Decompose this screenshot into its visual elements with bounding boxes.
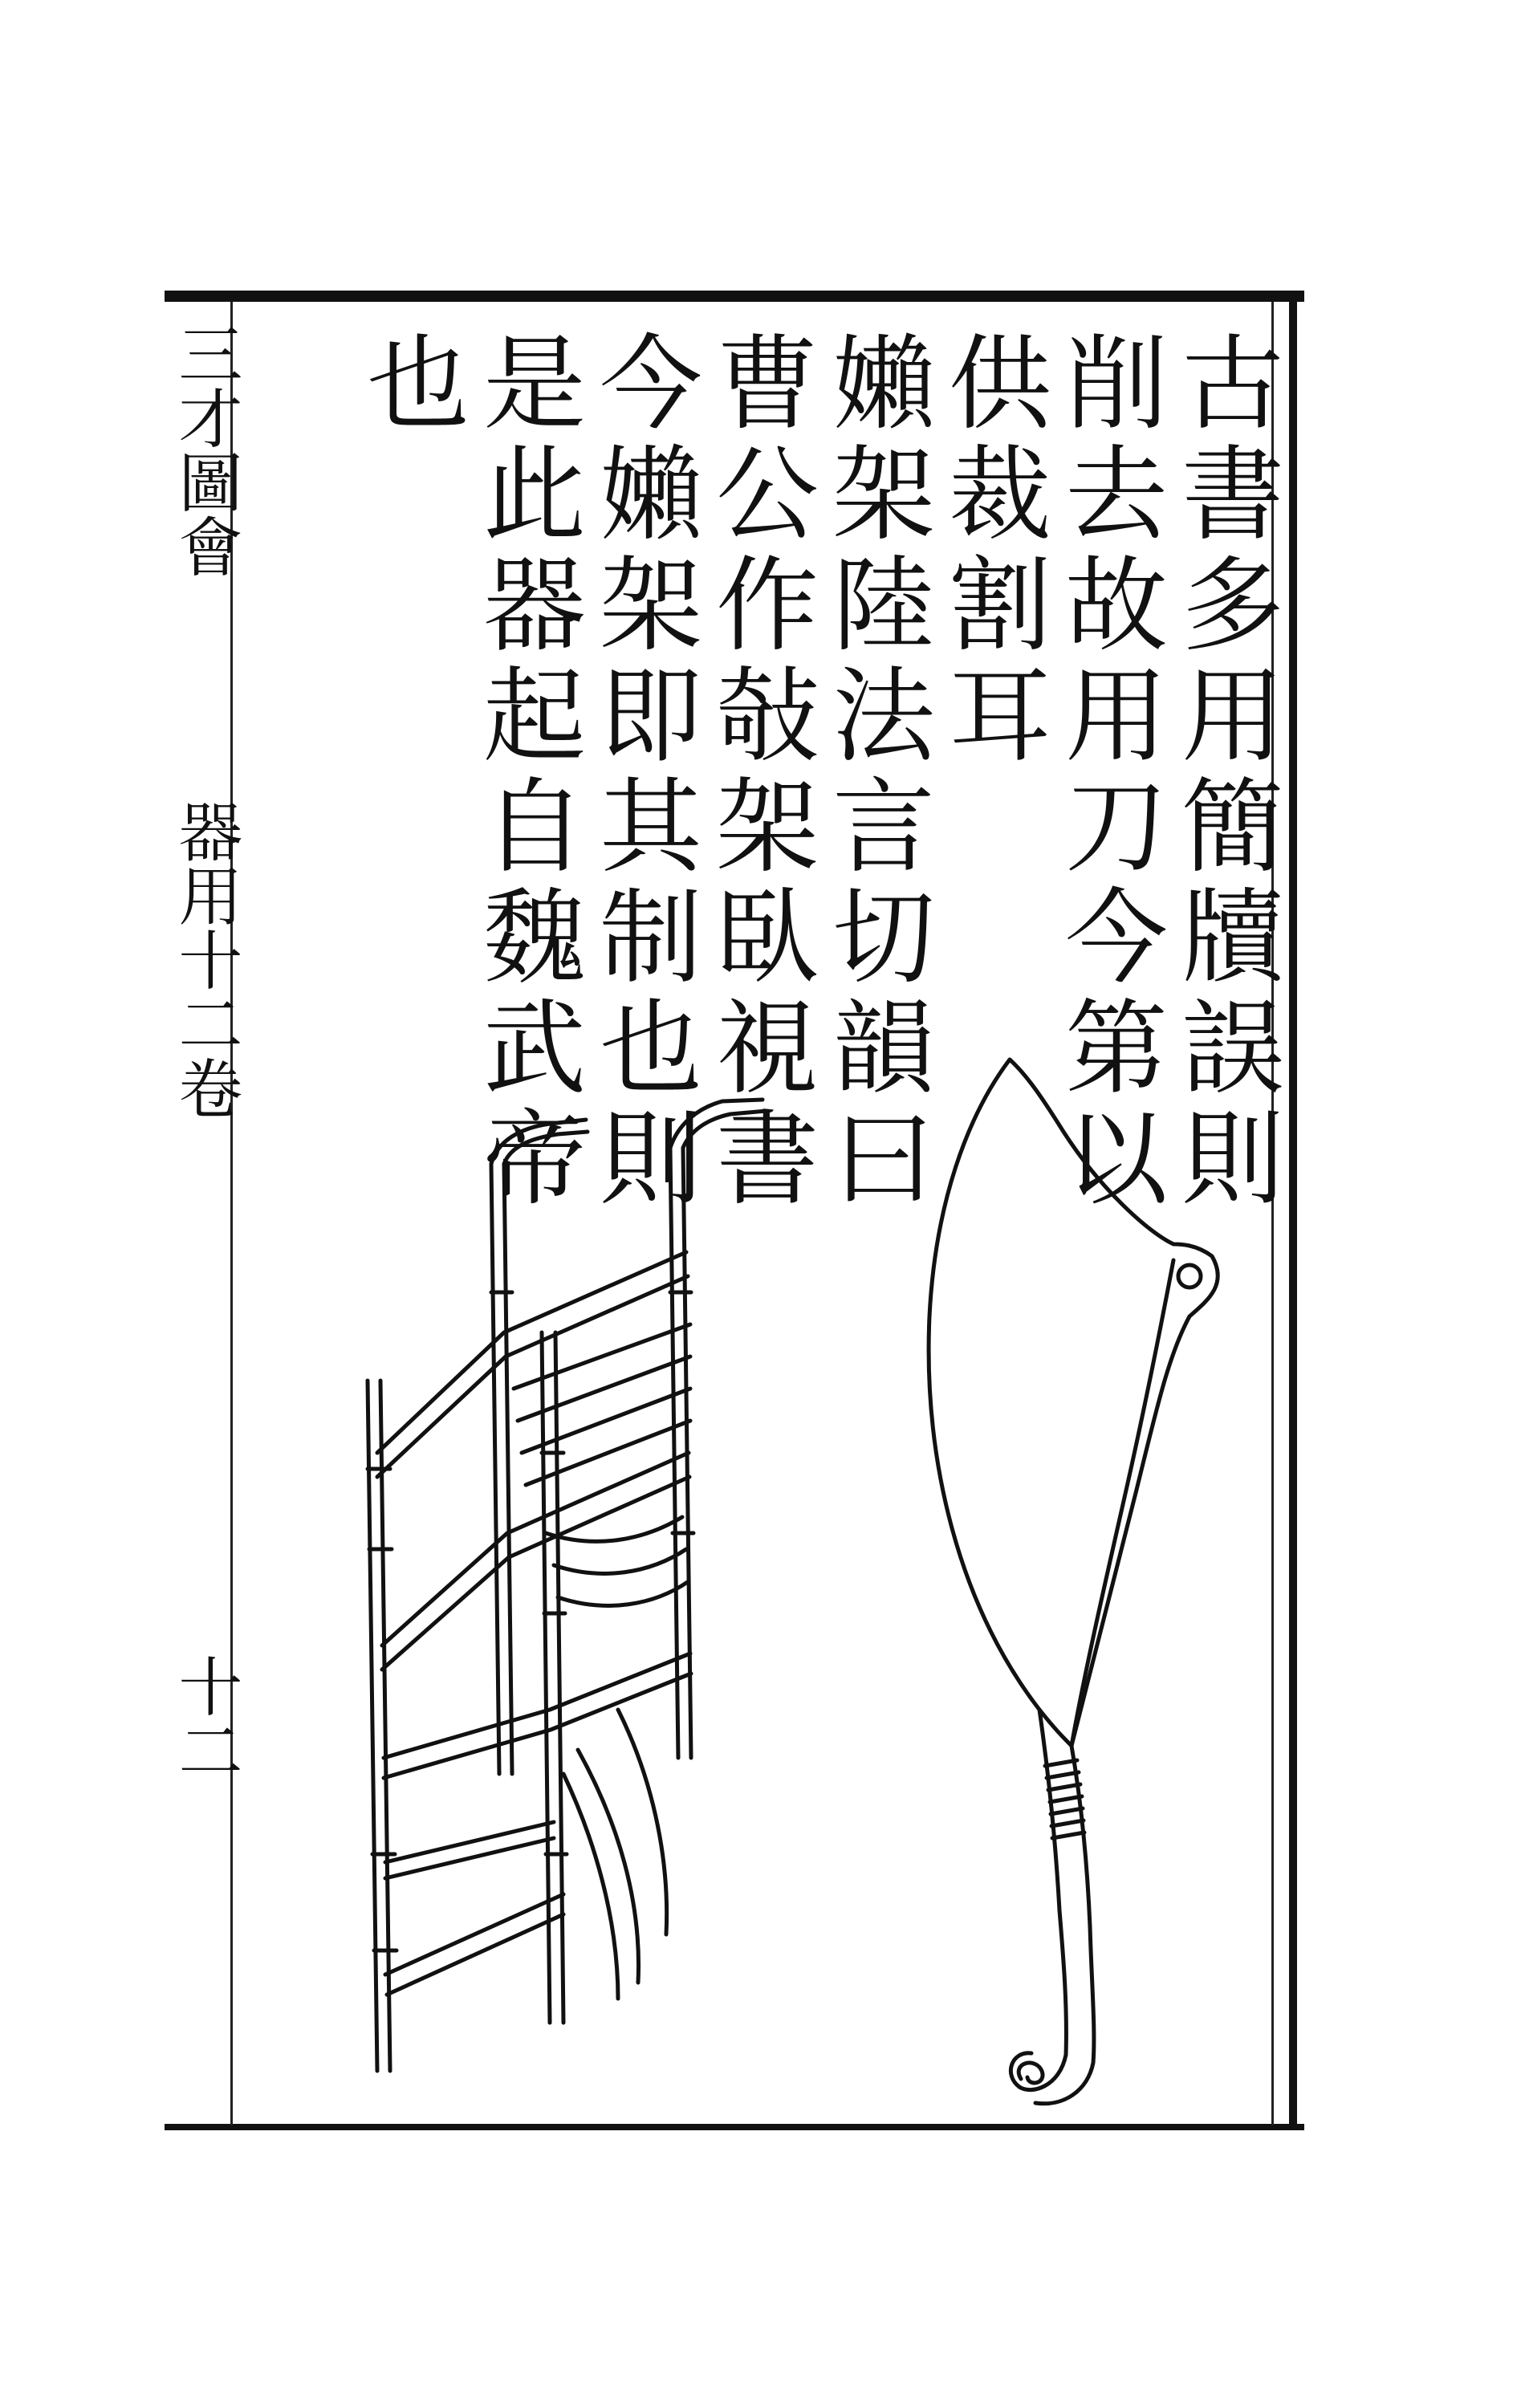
- frame-top-border: [165, 291, 1304, 302]
- text-column-8: 也: [349, 329, 469, 440]
- text-column-7: 是此器起自魏武帝: [466, 329, 585, 1215]
- book-title: 三才圖會: [168, 321, 242, 578]
- lazy-rack-icon: [353, 1051, 803, 2111]
- book-knife-icon: [891, 1043, 1228, 2119]
- text-column-1: 古書多用簡牘誤則: [1164, 329, 1283, 1215]
- frame-bottom-border: [165, 2124, 1304, 2130]
- page-number: 十二: [168, 1653, 242, 1782]
- text-column-2: 削去故用刀今第以: [1047, 329, 1167, 1215]
- frame-right-border: [1289, 302, 1297, 2125]
- text-column-6: 今嬾架即其制也則: [582, 329, 702, 1215]
- text-column-5: 曹公作敧架臥視書: [698, 329, 818, 1215]
- text-column-4: 嬾架陸法言切韻曰: [815, 329, 934, 1215]
- text-column-3: 供裁割耳: [931, 329, 1051, 772]
- section-label: 器用十二卷: [168, 799, 242, 1120]
